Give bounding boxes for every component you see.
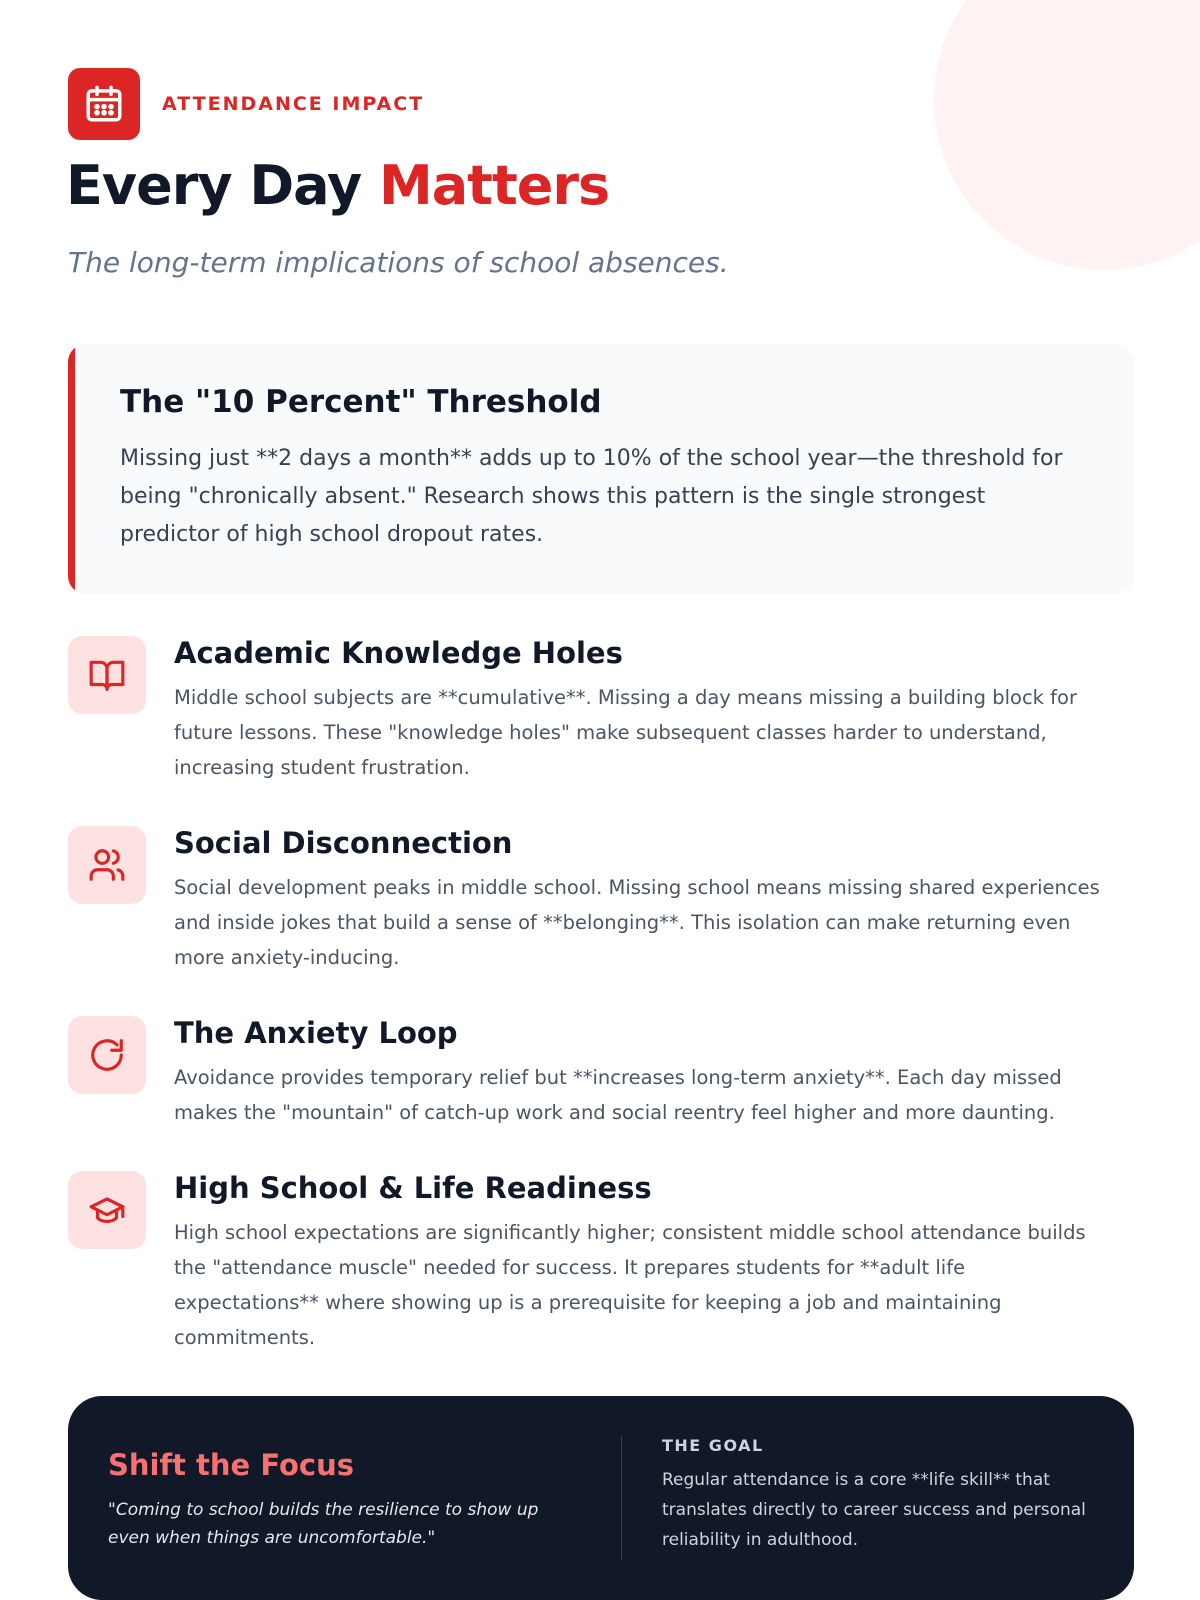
footer-quote: "Coming to school builds the resilience to show up even when things are uncomfortable."	[108, 1500, 539, 1548]
book-open-icon	[68, 636, 146, 714]
eyebrow-label: ATTENDANCE IMPACT	[162, 93, 425, 115]
footer-right	[662, 1436, 1102, 1555]
accent-bar	[68, 344, 75, 594]
decorative-circle	[934, 0, 1200, 270]
goal-text: Regular attendance is a core **life skill** that translates directly to career success and personal reliability in adulthood.	[662, 1470, 1086, 1550]
users-icon	[68, 826, 146, 904]
item-text: High school expectations are significantly higher; consistent middle school attendance builds the "attendance muscle" needed for success. It prepares students for **adult life expectations** where showing up is a prerequisite for keeping a job and maintaining commitments.	[174, 1221, 1086, 1349]
title-accent: Matters	[378, 154, 610, 217]
calendar-icon	[68, 68, 140, 140]
page-title	[66, 154, 609, 217]
refresh-icon	[68, 1016, 146, 1094]
item-text: Social development peaks in middle school. Missing school means missing shared experiences and inside jokes that build a sense of **belonging**. This isolation can make returning even more anxiety-inducing.	[174, 876, 1100, 969]
item-title: Social Disconnection	[174, 826, 513, 860]
page-subtitle: The long-term implications of school absences.	[68, 246, 729, 279]
footer-divider	[621, 1436, 622, 1560]
item-title: Academic Knowledge Holes	[174, 636, 623, 670]
threshold-title: The "10 Percent" Threshold	[120, 384, 602, 420]
footer-left	[108, 1448, 568, 1552]
item-text: Middle school subjects are **cumulative**. Missing a day means missing a building block for future lessons. These "knowledge holes" make subsequent classes harder to understand, increasing student frustration.	[174, 686, 1077, 779]
threshold-card	[68, 344, 1134, 594]
threshold-text: Missing just **2 days a month** adds up to 10% of the school year—the threshold for being "chronically absent." Research shows this pattern is the single strongest predictor of high school dropout rates.	[120, 446, 1063, 547]
goal-label: THE GOAL	[662, 1436, 764, 1455]
title-main: Every Day	[66, 154, 362, 217]
footer-panel	[68, 1396, 1134, 1600]
footer-title: Shift the Focus	[108, 1448, 354, 1482]
header	[68, 68, 424, 140]
graduation-cap-icon	[68, 1171, 146, 1249]
item-title: The Anxiety Loop	[174, 1016, 458, 1050]
item-text: Avoidance provides temporary relief but **increases long-term anxiety**. Each day missed makes the "mountain" of catch-up work and social reentry feel higher and more daunting.	[174, 1066, 1062, 1124]
item-title: High School & Life Readiness	[174, 1171, 652, 1205]
